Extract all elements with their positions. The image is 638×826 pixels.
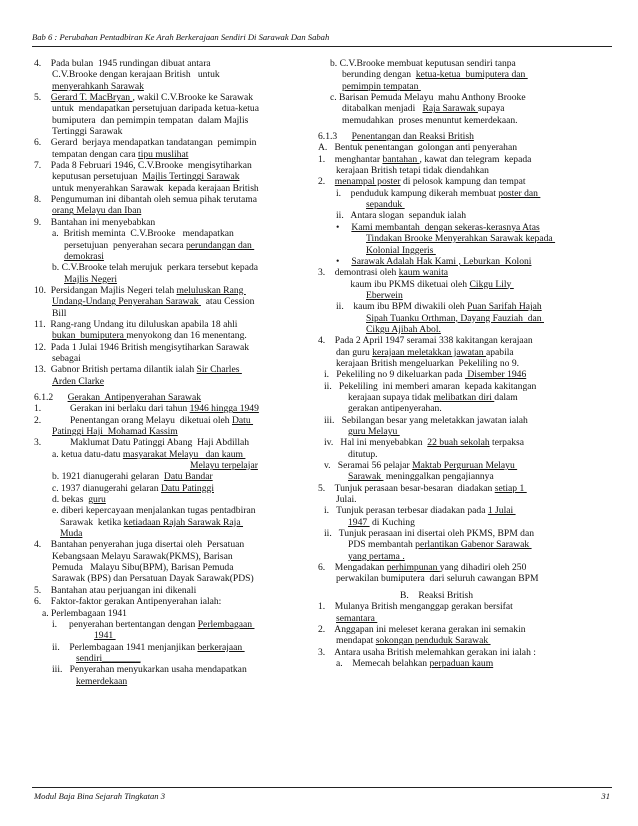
text-segment: PDS membantah: [348, 539, 416, 551]
underlined-answer: bantahan: [382, 153, 420, 165]
text-line: [34, 494, 309, 505]
underlined-answer: berkerajaan: [197, 641, 245, 653]
text-line: [318, 471, 610, 482]
text-segment: iii. Penyerahan menyukarkan usaha mendapatkan: [52, 664, 247, 676]
text-line: [34, 205, 309, 216]
text-segment: Julai.: [336, 494, 357, 506]
underlined-answer: Sipah Tuanku Orthman, Dayang Fauziah dan: [366, 312, 544, 324]
text-line: [34, 608, 309, 619]
text-line: [34, 308, 309, 319]
text-segment: a. ketua datu-datu: [52, 448, 123, 460]
text-line: [34, 126, 309, 137]
text-line: [34, 562, 309, 573]
text-line: [34, 353, 309, 364]
text-line: [318, 601, 610, 612]
underlined-answer: semantara: [336, 612, 378, 624]
text-line: [34, 228, 309, 239]
text-segment: ii. Perlembagaan 1941 menjanjikan: [52, 641, 198, 653]
text-line: [318, 392, 610, 403]
text-line: [34, 251, 309, 262]
underlined-answer: yang pertama .: [348, 550, 405, 562]
underlined-answer: Datu: [231, 414, 254, 426]
text-line: [318, 58, 610, 69]
text-segment: iii. Sebilangan besar yang meletakkan jawatan ialah: [324, 414, 528, 426]
text-segment: 13. Gabnor British pertama dilantik ialah: [34, 364, 197, 376]
text-segment: menyokong dan 16 menentang.: [126, 330, 247, 342]
text-line: [318, 494, 610, 505]
text-segment: Pemuda Malayu Sibu(BPM), Barisan Pemuda: [52, 562, 234, 574]
text-line: [318, 210, 610, 221]
text-line: [318, 647, 610, 658]
text-segment: Kebangsaan Melayu Sarawak(PKMS), Barisan: [52, 550, 233, 562]
underlined-answer: sokongan penduduk Sarawak: [375, 635, 491, 647]
text-line: [318, 635, 610, 646]
text-segment: a. British meminta C.V.Brooke mendapatkan: [52, 228, 234, 240]
underlined-answer: Datu Bandar: [163, 471, 213, 483]
underlined-answer: perhimpunan: [386, 562, 440, 574]
text-line: [34, 171, 309, 182]
underlined-answer: ketiadaan Rajah Sarawak Raja: [123, 516, 244, 528]
text-segment: kerajaan British tetapi tidak diendahkan: [336, 165, 489, 177]
text-line: [318, 103, 610, 114]
text-segment: di pelosok kampung dan tempat: [400, 176, 526, 188]
underlined-answer: kaum wanita: [398, 267, 449, 279]
footer-book-title: Modul Baja Bina Sejarah Tingkatan 3: [34, 791, 166, 801]
text-line: [34, 642, 309, 653]
text-line: [34, 81, 309, 92]
underlined-answer: Perlembagaan: [197, 618, 255, 630]
text-segment: A. Bentuk penentangan golongan anti penyerahan: [318, 142, 518, 154]
text-line: [318, 81, 610, 92]
text-segment: memudahkan proses menuntut kemerdekaan.: [342, 114, 518, 126]
text-segment: 11. Rang-rang Undang itu diluluskan apabila 18 ahli: [34, 318, 238, 330]
underlined-answer: Eberwein: [366, 289, 403, 301]
text-line: [34, 585, 309, 596]
text-segment: 6.1.3: [318, 131, 352, 143]
text-segment: a. Memecah belahkan: [336, 657, 430, 669]
text-line: [318, 505, 610, 516]
text-line: [318, 358, 610, 369]
text-segment: keputusan persetujuan: [52, 171, 143, 183]
text-line: [34, 364, 309, 375]
underlined-answer: Patinggi Haji Mohamad Kassim: [52, 426, 178, 437]
text-segment: 1. Mulanya British menganggap gerakan bersifat: [318, 601, 513, 613]
text-segment: untuk menyerahkan Sarawak kepada kerajaan British: [52, 182, 259, 194]
page-number: 31: [601, 791, 610, 801]
underlined-answer: kerajaan meletakkan jawatan: [372, 346, 486, 358]
text-line: [34, 539, 309, 550]
text-line: [318, 154, 610, 165]
text-line: [34, 149, 309, 160]
text-line: [318, 437, 610, 448]
text-line: [34, 183, 309, 194]
text-line: [34, 262, 309, 273]
underlined-answer: sepanduk: [366, 199, 405, 211]
text-segment: kerajaan supaya tidak: [348, 391, 434, 403]
underlined-answer: Cikgu Ajibah Abol.: [366, 323, 441, 335]
text-line: [318, 165, 610, 176]
text-line: [34, 676, 309, 687]
text-segment: e. diberi kepercayaan menjalankan tugas pentadbiran: [52, 505, 256, 517]
text-line: [318, 381, 610, 392]
text-line: [318, 415, 610, 426]
text-segment: 1. menghantar: [318, 153, 383, 165]
text-line: [318, 590, 610, 601]
text-line: [318, 256, 610, 267]
text-line: [34, 296, 309, 307]
text-segment: ii. kaum ibu BPM diwakili oleh: [336, 301, 468, 313]
text-line: [34, 653, 309, 664]
text-segment: tempatan dengan cara: [52, 148, 139, 160]
text-segment: 10. Persidangan Majlis Negeri telah: [34, 284, 177, 296]
text-segment: iv. Hal ini menyebabkan: [324, 437, 428, 449]
underlined-answer: Sarawak: [348, 471, 384, 483]
underlined-answer: guru Melayu: [348, 426, 400, 437]
text-line: [34, 437, 309, 448]
underlined-answer: Cikgu Lily: [469, 278, 514, 290]
text-line: [34, 449, 309, 460]
right-column: [318, 58, 610, 669]
text-line: [318, 528, 610, 539]
text-segment: 5.: [34, 92, 51, 104]
text-line: [34, 330, 309, 341]
text-segment: b. C.V.Brooke membuat keputusan sendiri tanpa: [330, 58, 516, 69]
text-line: [34, 505, 309, 516]
underlined-answer: Arden Clarke: [52, 375, 104, 387]
text-segment: 2.: [318, 176, 335, 188]
text-line: [34, 596, 309, 607]
text-segment: a. Perlembagaan 1941: [42, 607, 127, 619]
text-line: [34, 92, 309, 103]
text-line: [34, 376, 309, 387]
text-segment: 5. Bantahan atau perjuangan ini dikenali: [34, 584, 197, 596]
text-segment: •: [336, 221, 352, 233]
text-line: [34, 426, 309, 437]
text-line: [318, 131, 610, 142]
text-line: [318, 188, 610, 199]
text-segment: apabila: [485, 346, 514, 358]
text-segment: 3. Antara usaha British melemahkan gerakan ini ialah :: [318, 646, 536, 658]
text-line: [318, 142, 610, 153]
text-line: [34, 342, 309, 353]
text-line: [34, 528, 309, 539]
text-line: [318, 449, 610, 460]
text-line: [34, 137, 309, 148]
text-segment: persetujuan penyerahan secara: [64, 239, 186, 251]
underlined-answer: menampal poster: [334, 176, 401, 188]
underlined-answer: 1 Julai: [487, 505, 516, 517]
underlined-answer: Penentangan dan Reaksi British: [351, 131, 474, 143]
text-line: [34, 517, 309, 528]
text-segment: C.V.Brooke dengan kerajaan British untuk: [52, 69, 220, 81]
text-segment: 4. Pada bulan 1945 rundingan dibuat antara: [34, 58, 211, 69]
text-line: [34, 319, 309, 330]
text-segment: i. Pekeliling no 9 dikeluarkan pada: [324, 369, 465, 381]
text-line: [34, 240, 309, 251]
text-segment: ii. Antara slogan sepanduk ialah: [336, 210, 467, 222]
text-segment: dan guru: [336, 346, 373, 358]
text-segment: Bill: [52, 307, 67, 319]
text-segment: 6. Faktor-faktor gerakan Antipenyerahan ialah:: [34, 596, 222, 608]
text-segment: untuk mendapatkan persetujuan daripada ketua-ketua: [52, 103, 259, 115]
underlined-answer: ketua-ketua bumiputera dan: [415, 69, 528, 81]
underlined-answer: Maktab Perguruan Melayu: [412, 460, 518, 472]
text-segment: 4. Bantahan penyerahan juga disertai oleh Persatuan: [34, 539, 245, 551]
text-segment: c. Barisan Pemuda Melayu mahu Anthony Brooke: [330, 92, 526, 104]
text-line: [318, 573, 610, 584]
underlined-answer: melibatkan diri: [433, 391, 495, 403]
text-segment: i. Tunjuk perasan terbesar diadakan pada: [324, 505, 488, 517]
text-line: [318, 483, 610, 494]
text-line: [34, 69, 309, 80]
underlined-answer: Puan Sarifah Hajah: [467, 301, 542, 313]
left-column: [34, 58, 309, 687]
text-line: [318, 301, 610, 312]
text-line: [318, 233, 610, 244]
text-segment: 12. Pada 1 Julai 1946 British mengisytiharkan Sarawak: [34, 341, 250, 353]
text-segment: 7. Pada 8 Februari 1946, C.V.Brooke mengisytiharkan: [34, 160, 252, 172]
text-line: [318, 335, 610, 346]
text-segment: i. penyerahan bertentangan dengan: [52, 618, 198, 630]
text-line: [318, 245, 610, 256]
text-line: [34, 194, 309, 205]
text-segment: 8. Pengumuman ini dibantah oleh semua pihak terutama: [34, 194, 258, 206]
text-segment: 6.1.2: [34, 391, 68, 403]
underlined-answer: Datu Patinggi: [160, 482, 214, 494]
text-line: [34, 115, 309, 126]
chapter-header: Bab 6 : Perubahan Pentadbiran Ke Arah Berkerajaan Sendiri Di Sarawak Dan Sabah: [32, 32, 330, 42]
text-line: [318, 517, 610, 528]
underlined-answer: perundangan dan: [186, 239, 255, 251]
underlined-answer: tipu muslihat: [138, 148, 189, 160]
text-line: [318, 347, 610, 358]
underlined-answer: Kolonial Inggeris: [366, 244, 436, 256]
text-line: [318, 403, 610, 414]
underlined-answer: meluluskan Rang: [176, 284, 246, 296]
text-line: [318, 613, 610, 624]
text-segment: bumiputera dan pemimpin tempatan dalam Majlis: [52, 114, 249, 126]
text-segment: 4. Pada 2 April 1947 seramai 338 kakitangan kerajaan: [318, 335, 533, 347]
text-line: [34, 285, 309, 296]
text-line: [318, 115, 610, 126]
underlined-answer: Undang-Undang Penyerahan Sarawak: [52, 296, 201, 308]
text-line: [34, 274, 309, 285]
text-segment: mendapat: [336, 635, 376, 647]
text-line: [318, 562, 610, 573]
text-line: [318, 279, 610, 290]
text-segment: 1. Gerakan ini berlaku dari tahun: [34, 403, 190, 415]
text-segment: yang dihadiri oleh 250: [439, 562, 527, 574]
text-line: [318, 313, 610, 324]
text-segment: berunding dengan: [342, 69, 416, 81]
text-line: [34, 630, 309, 641]
text-segment: 5. Tunjuk perasaan besar-besaran diadakan: [318, 482, 495, 494]
header-rule: [32, 46, 612, 47]
text-line: [34, 415, 309, 426]
text-line: [318, 539, 610, 550]
text-line: [34, 483, 309, 494]
underlined-answer: Majlis Tertinggi Sarawak: [142, 171, 240, 183]
text-line: [318, 267, 610, 278]
text-segment: Sarawak (BPS) dan Persatuan Dayak Sarawak(PDS): [52, 573, 254, 585]
text-segment: 3. Maklumat Datu Patinggi Abang Haji Abdillah: [34, 437, 250, 449]
text-line: [318, 92, 610, 103]
text-line: [318, 69, 610, 80]
underlined-answer: demokrasi: [64, 250, 104, 262]
text-segment: Sarawak ketika: [60, 516, 124, 528]
text-line: [34, 471, 309, 482]
underlined-answer: 1947: [348, 516, 370, 528]
text-segment: ii. Tunjuk perasaan ini disertai oleh PKMS, BPM dan: [324, 528, 534, 540]
text-segment: perwakilan bumiputera dari seluruh cawangan BPM: [336, 573, 539, 585]
text-line: [318, 426, 610, 437]
text-line: [34, 460, 309, 471]
underlined-answer: orang Melayu dan Iban: [52, 205, 142, 217]
underlined-answer: menyerahkanh Sarawak: [52, 80, 144, 92]
text-line: [34, 160, 309, 171]
text-line: [34, 619, 309, 630]
underlined-answer: 22 buah sekolah: [427, 437, 490, 449]
text-segment: Tertinggi Sarawak: [52, 126, 123, 138]
text-segment: , wakil C.V.Brooke ke Sarawak: [132, 92, 254, 104]
underlined-answer: poster dan: [498, 187, 541, 199]
text-segment: gerakan antipenyerahan.: [348, 403, 442, 415]
text-segment: B. Reaksi British: [400, 589, 474, 601]
text-segment: •: [336, 255, 352, 267]
underlined-answer: 1946 hingga 1949: [189, 403, 259, 415]
underlined-answer: perpaduan kaum: [429, 657, 494, 669]
underlined-answer: Raja Sarawak: [422, 103, 478, 115]
underlined-answer: perlantikan Gabenor Sarawak: [415, 539, 532, 551]
underlined-answer: Muda: [60, 528, 83, 540]
text-segment: b. 1921 dianugerahi gelaran: [52, 471, 164, 483]
text-segment: b. C.V.Brooke telah merujuk perkara tersebut kepada: [52, 262, 259, 274]
footer-rule: [32, 787, 612, 788]
text-segment: v. Seramai 56 pelajar: [324, 460, 413, 472]
text-segment: supaya: [477, 103, 505, 115]
underlined-answer: Gerard T. MacBryan: [50, 92, 133, 104]
text-segment: kaum ibu PKMS diketuai oleh: [336, 278, 470, 290]
text-segment: c. 1937 dianugerahi gelaran: [52, 482, 161, 494]
text-line: [318, 324, 610, 335]
underlined-answer: 1941: [94, 630, 116, 642]
text-line: [34, 58, 309, 69]
underlined-answer: Gerakan Antipenyerahan Sarawak: [67, 391, 202, 403]
underlined-answer: masyarakat Melayu dan kaum: [122, 448, 246, 460]
underlined-answer: Kami membantah dengan sekeras-kerasnya Atas: [351, 221, 540, 233]
underlined-answer: bukan bumiputera: [52, 330, 127, 342]
underlined-answer: Disember 1946: [464, 369, 527, 381]
text-segment: 6. Gerard berjaya mendapatkan tandatangan pemimpin: [34, 137, 257, 149]
underlined-answer: kemerdekaan: [76, 675, 128, 687]
text-line: [318, 222, 610, 233]
underlined-answer: sendiri________: [76, 652, 141, 664]
text-line: [318, 551, 610, 562]
text-line: [34, 551, 309, 562]
text-line: [318, 176, 610, 187]
underlined-answer: Sarawak Adalah Hak Kami , Leburkan Koloni: [351, 255, 532, 267]
underlined-answer: Tindakan Brooke Menyerahkan Sarawak kepada: [366, 233, 556, 245]
underlined-answer: guru: [88, 494, 106, 506]
underlined-answer: Majlis Negeri: [64, 273, 118, 285]
text-segment: ditutup.: [348, 448, 378, 460]
underlined-answer: pemimpin tempatan: [342, 80, 421, 92]
underlined-answer: setiap 1: [494, 482, 527, 494]
text-line: [34, 664, 309, 675]
text-line: [318, 369, 610, 380]
text-line: [34, 573, 309, 584]
text-segment: i. penduduk kampung dikerah membuat: [336, 187, 499, 199]
text-segment: 3. demontrasi oleh: [318, 267, 399, 279]
text-segment: d. bekas: [52, 494, 89, 506]
text-line: [34, 392, 309, 403]
text-line: [34, 103, 309, 114]
text-segment: meninggalkan pengajiannya: [383, 471, 494, 483]
text-line: [34, 217, 309, 228]
text-line: [34, 403, 309, 414]
text-segment: 2. Penentangan orang Melayu diketuai oleh: [34, 414, 232, 426]
text-segment: terpaksa: [489, 437, 525, 449]
text-segment: dalam: [494, 391, 518, 403]
text-segment: atau Cession: [200, 296, 255, 308]
text-line: [318, 658, 610, 669]
text-line: [318, 290, 610, 301]
text-segment: kerajaan British mengeluarkan Pekeliling no 9.: [336, 357, 520, 369]
text-line: [318, 624, 610, 635]
text-segment: ditabalkan menjadi: [342, 103, 423, 115]
text-segment: sebagai: [52, 352, 81, 364]
underlined-answer: Melayu terpelajar: [190, 460, 258, 472]
text-segment: 2. Anggapan ini meleset kerana gerakan ini semakin: [318, 623, 526, 635]
text-segment: di Kuching: [369, 516, 415, 528]
underlined-answer: Sir Charles: [196, 364, 242, 376]
text-line: [318, 199, 610, 210]
text-line: [318, 460, 610, 471]
text-segment: , kawat dan telegram kepada: [419, 153, 532, 165]
text-segment: 9. Bantahan ini menyebabkan: [34, 216, 156, 228]
text-segment: ii. Pekeliling ini memberi amaran kepada kakitangan: [324, 380, 537, 392]
text-segment: 6. Mengadakan: [318, 562, 387, 574]
